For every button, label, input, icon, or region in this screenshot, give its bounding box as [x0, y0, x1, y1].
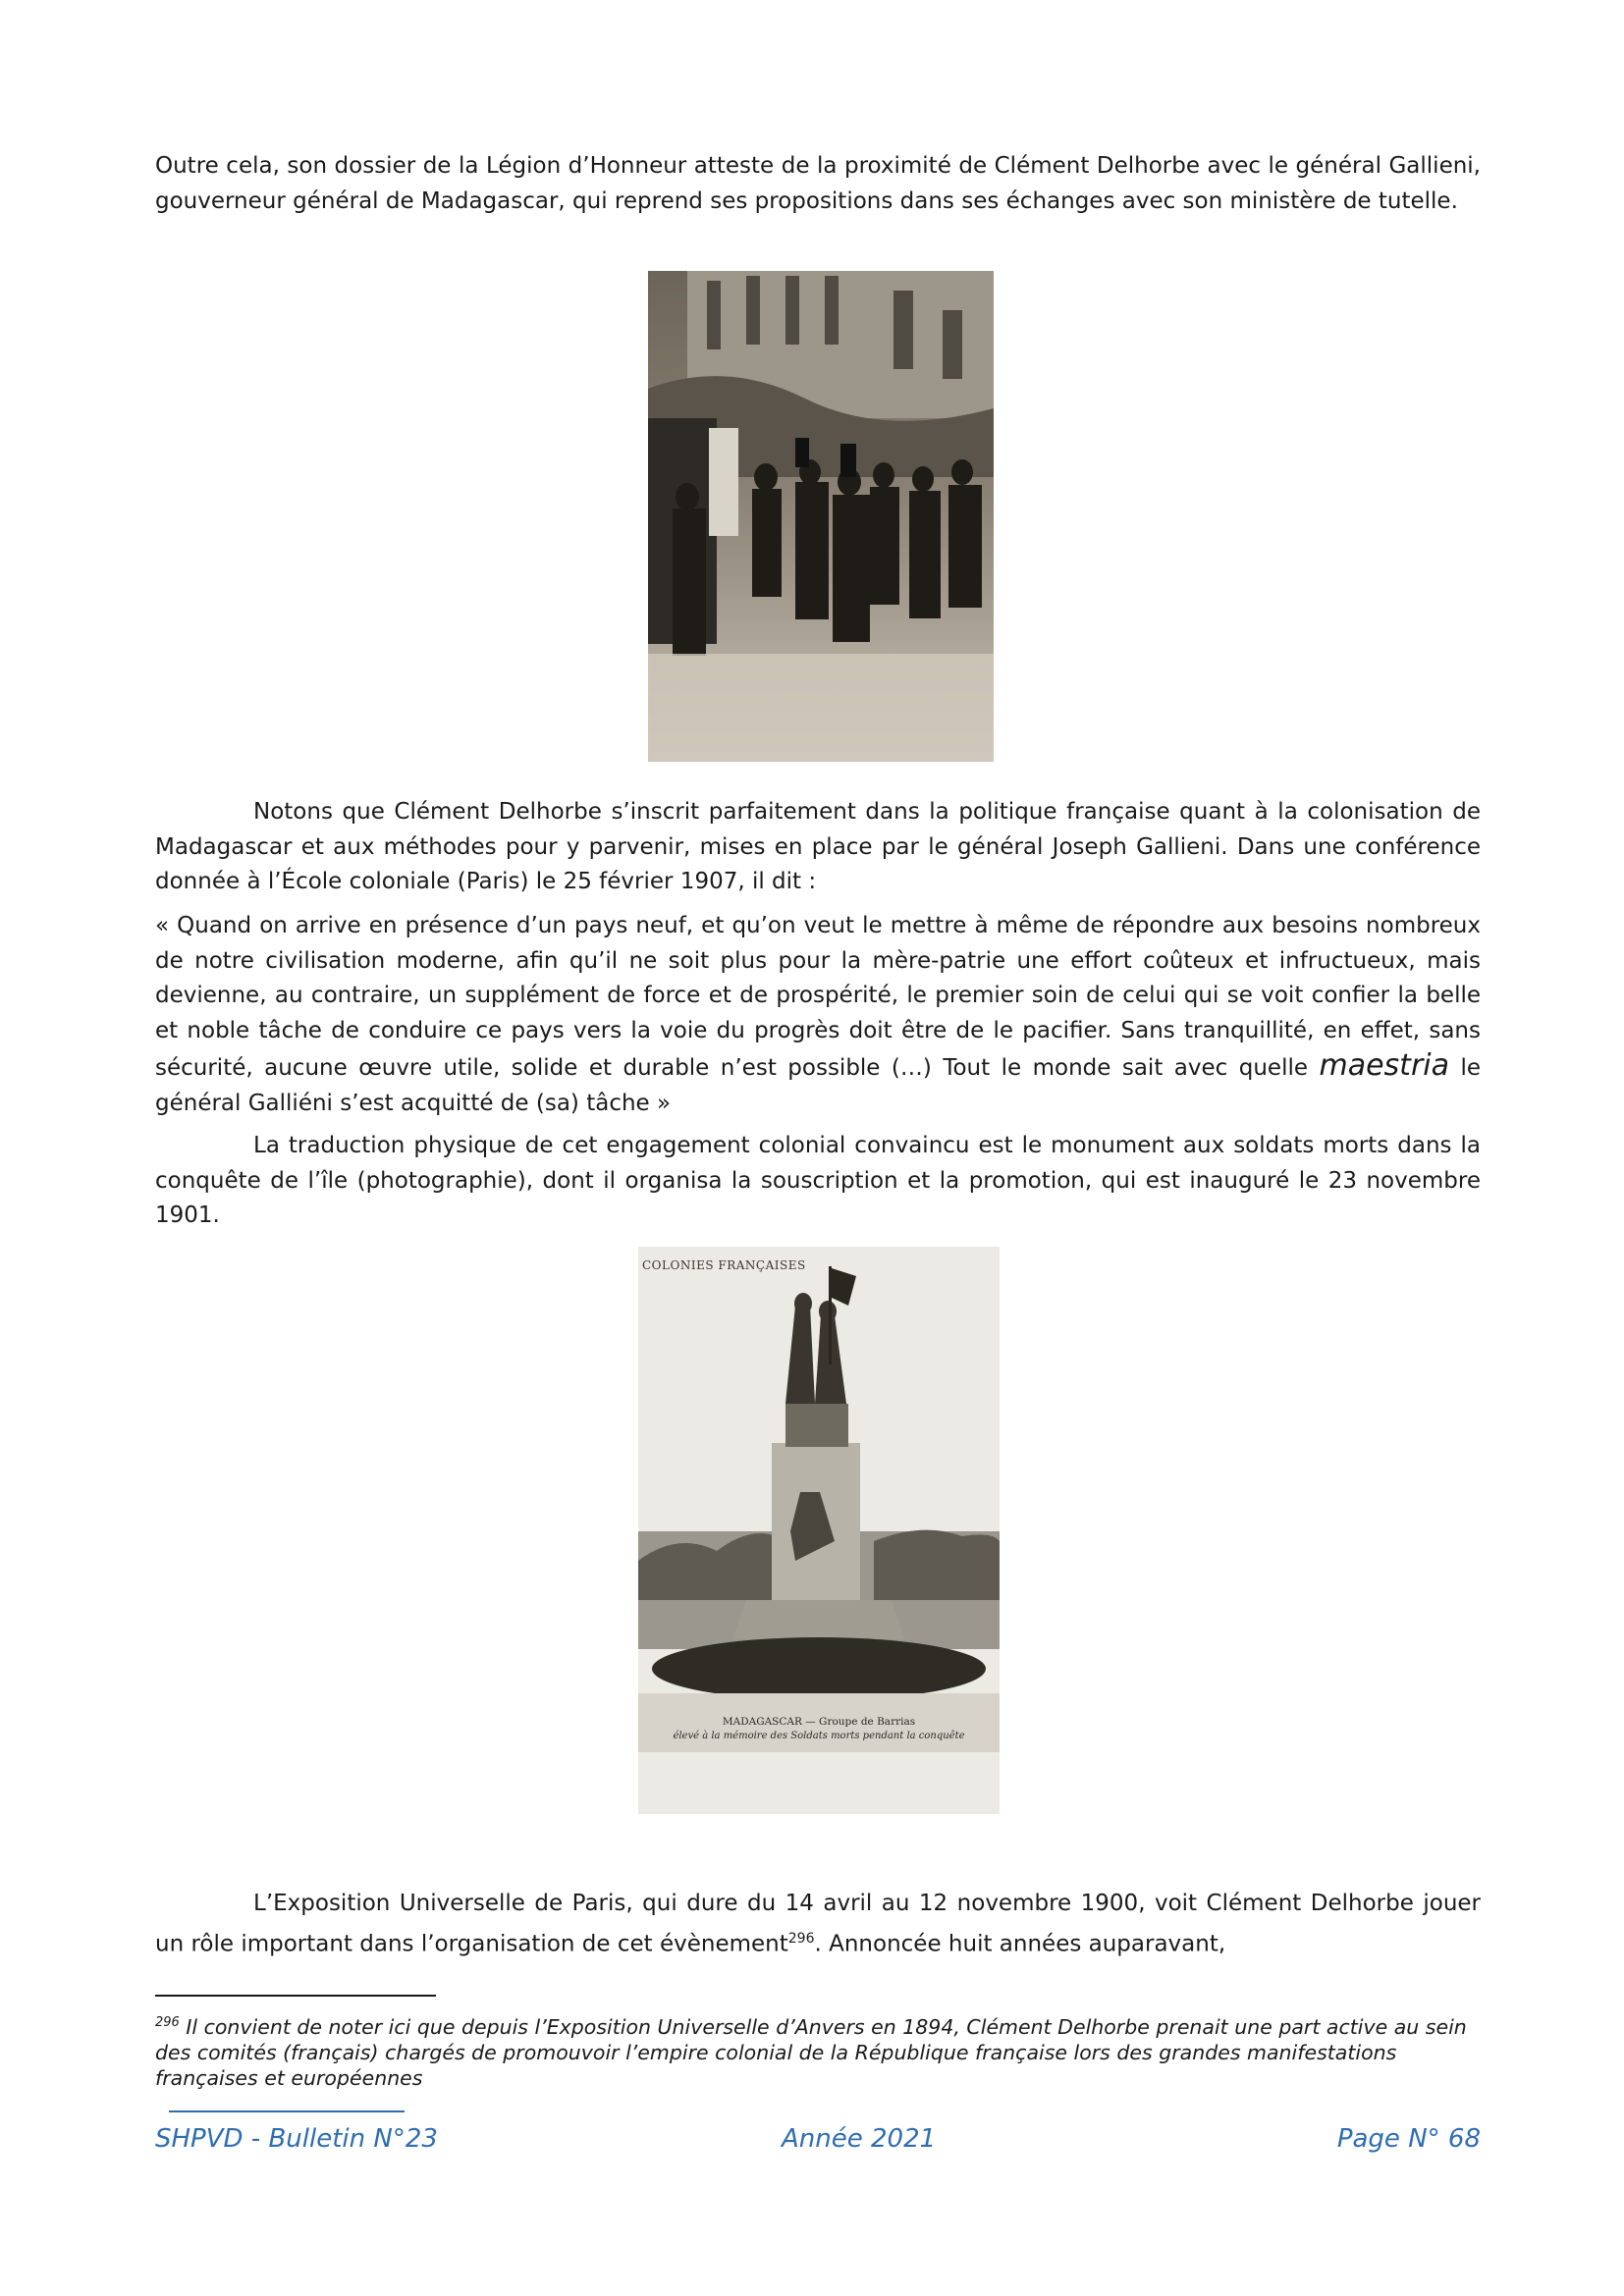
paragraph-monument: La traduction physique de cet engagement colonial convaincu est le monument aux soldats morts dans la conquête de l’île (photographie), dont il organisa la souscription et la promotion, qui est inauguré le 23 novembre 1901.: [155, 1133, 1481, 1228]
footnote-reference: 296: [787, 1930, 815, 1947]
postcard-header: COLONIES FRANÇAISES: [642, 1258, 806, 1272]
footnote-text: Il convient de noter ici que depuis l’Exposition Universelle d’Anvers en 1894, Clément Delhorbe prenait une part active au sein des comités (français) chargés de promouvoir l’empire colonial de la République française lors des grandes manifestations françaises et européennes: [155, 2014, 1467, 2090]
quote-gallieni: [155, 909, 1481, 1121]
street-scene-photo: [648, 271, 994, 762]
footnote-number: 296: [155, 2015, 180, 2030]
quote-text-before: « Quand on arrive en présence d’un pays neuf, et qu’on veut le mettre à même de répondre aux besoins nombreux de notre civilisation moderne, afin qu’il ne soit plus pour la mère-patrie une effort coûteux et infructueux, mais devienne, au contraire, un supplément de force et de prospérité, le premier soin de celui qui se voit confier la belle et noble tâche de conduire ce pays vers la voie du progrès doit être de le pacifier. Sans tranquillité, en effet, sans sécurité, aucune œuvre utile, solide et durable n’est possible (…) Tout le monde sait avec quelle: [155, 913, 1481, 1081]
footer-bulletin: SHPVD - Bulletin N°23: [155, 2124, 438, 2154]
exposition-text-before: L’Exposition Universelle de Paris, qui dure du 14 avril au 12 novembre 1900, voit Clément Delhorbe jouer un rôle important dans l’organisation de cet évènement: [155, 1891, 1481, 1957]
footnote: [155, 2010, 1490, 2091]
paragraph-legion-honneur: Outre cela, son dossier de la Légion d’Honneur atteste de la proximité de Clément Delhorbe avec le général Gallieni, gouverneur général de Madagascar, qui reprend ses propositions dans ses échanges avec son ministère de tutelle.: [155, 153, 1481, 214]
footer-year: Année 2021: [782, 2124, 937, 2154]
footer-separator: [169, 2110, 405, 2112]
quote-emphasis: maestria: [1319, 1048, 1449, 1083]
paragraph-exposition: [155, 1887, 1481, 1962]
footer-page-number: Page N° 68: [1336, 2124, 1481, 2154]
postcard-caption-title: MADAGASCAR — Groupe de Barrias: [722, 1716, 916, 1728]
exposition-text-after: . Annoncée huit années auparavant,: [814, 1931, 1226, 1957]
paragraph-gallieni-politique: Notons que Clément Delhorbe s’inscrit parfaitement dans la politique française quant à la colonisation de Madagascar et aux méthodes pour y parvenir, mises en place par le général Joseph Gallieni. Dans une conférence donnée à l’École coloniale (Paris) le 25 février 1907, il dit :: [155, 799, 1481, 894]
postcard-caption-subtitle: élevé à la mémoire des Soldats morts pendant la conquête: [673, 1731, 965, 1741]
monument-postcard: [638, 1247, 1000, 1814]
footnote-separator: [155, 1995, 436, 1997]
quote-text-after: le général Galliéni s’est acquitté de (sa) tâche »: [155, 1055, 1481, 1116]
